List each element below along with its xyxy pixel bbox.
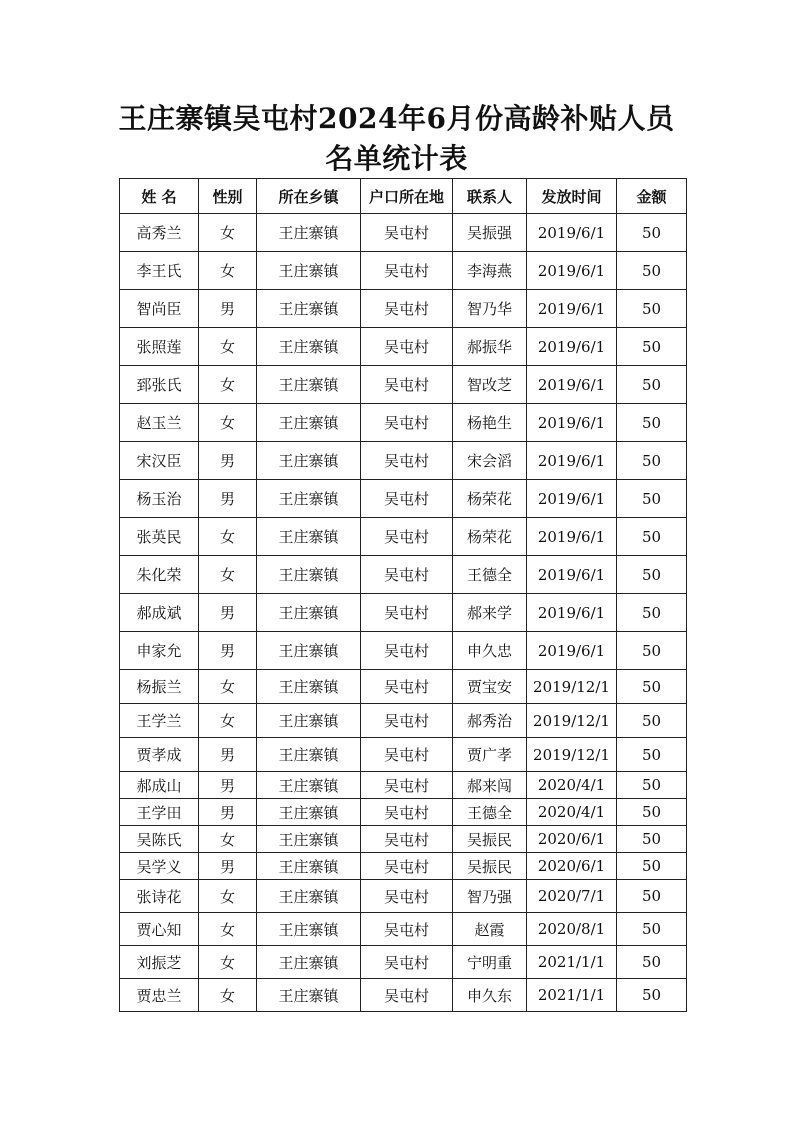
cell-household: 吴屯村 xyxy=(361,556,453,594)
cell-amount: 50 xyxy=(617,556,687,594)
cell-name: 贾心知 xyxy=(120,913,199,946)
cell-name: 吴陈氏 xyxy=(120,826,199,853)
cell-household: 吴屯村 xyxy=(361,826,453,853)
cell-name: 朱化荣 xyxy=(120,556,199,594)
cell-amount: 50 xyxy=(617,670,687,704)
cell-amount: 50 xyxy=(617,328,687,366)
cell-date: 2019/12/1 xyxy=(527,670,617,704)
cell-date: 2019/6/1 xyxy=(527,366,617,404)
cell-amount: 50 xyxy=(617,913,687,946)
cell-contact: 杨艳生 xyxy=(453,404,527,442)
table-row xyxy=(120,366,687,404)
cell-amount: 50 xyxy=(617,979,687,1012)
table-row xyxy=(120,979,687,1012)
cell-contact: 郝来闯 xyxy=(453,772,527,799)
table-row xyxy=(120,556,687,594)
subsidy-roster-table xyxy=(119,178,687,1012)
cell-household: 吴屯村 xyxy=(361,799,453,826)
cell-gender: 男 xyxy=(199,594,257,632)
cell-township: 王庄寨镇 xyxy=(257,826,361,853)
cell-township: 王庄寨镇 xyxy=(257,366,361,404)
cell-date: 2019/6/1 xyxy=(527,556,617,594)
cell-household: 吴屯村 xyxy=(361,979,453,1012)
table-row xyxy=(120,913,687,946)
cell-contact: 智改芝 xyxy=(453,366,527,404)
cell-household: 吴屯村 xyxy=(361,328,453,366)
cell-township: 王庄寨镇 xyxy=(257,979,361,1012)
cell-gender: 男 xyxy=(199,799,257,826)
cell-gender: 女 xyxy=(199,328,257,366)
cell-amount: 50 xyxy=(617,404,687,442)
cell-gender: 男 xyxy=(199,738,257,772)
cell-contact: 申久东 xyxy=(453,979,527,1012)
cell-gender: 女 xyxy=(199,880,257,913)
cell-name: 吴学义 xyxy=(120,853,199,880)
cell-gender: 女 xyxy=(199,979,257,1012)
cell-date: 2020/4/1 xyxy=(527,772,617,799)
table-row xyxy=(120,853,687,880)
cell-gender: 男 xyxy=(199,290,257,328)
cell-name: 高秀兰 xyxy=(120,214,199,252)
cell-gender: 男 xyxy=(199,442,257,480)
cell-date: 2019/6/1 xyxy=(527,214,617,252)
cell-household: 吴屯村 xyxy=(361,772,453,799)
cell-name: 贾孝成 xyxy=(120,738,199,772)
cell-name: 李王氏 xyxy=(120,252,199,290)
cell-date: 2019/6/1 xyxy=(527,252,617,290)
cell-contact: 王德全 xyxy=(453,556,527,594)
cell-amount: 50 xyxy=(617,366,687,404)
cell-township: 王庄寨镇 xyxy=(257,290,361,328)
cell-name: 郝成斌 xyxy=(120,594,199,632)
cell-amount: 50 xyxy=(617,880,687,913)
cell-name: 杨振兰 xyxy=(120,670,199,704)
cell-township: 王庄寨镇 xyxy=(257,252,361,290)
cell-gender: 女 xyxy=(199,252,257,290)
cell-contact: 李海燕 xyxy=(453,252,527,290)
cell-gender: 男 xyxy=(199,632,257,670)
header-gender: 性别 xyxy=(199,179,257,214)
cell-township: 王庄寨镇 xyxy=(257,404,361,442)
cell-township: 王庄寨镇 xyxy=(257,670,361,704)
cell-date: 2020/6/1 xyxy=(527,853,617,880)
header-township: 所在乡镇 xyxy=(257,179,361,214)
cell-gender: 女 xyxy=(199,704,257,738)
cell-township: 王庄寨镇 xyxy=(257,799,361,826)
cell-amount: 50 xyxy=(617,632,687,670)
cell-contact: 宋会滔 xyxy=(453,442,527,480)
cell-date: 2020/8/1 xyxy=(527,913,617,946)
cell-township: 王庄寨镇 xyxy=(257,738,361,772)
cell-date: 2020/4/1 xyxy=(527,799,617,826)
table-row xyxy=(120,518,687,556)
cell-date: 2019/12/1 xyxy=(527,704,617,738)
cell-date: 2019/12/1 xyxy=(527,738,617,772)
cell-amount: 50 xyxy=(617,704,687,738)
table-row xyxy=(120,252,687,290)
cell-household: 吴屯村 xyxy=(361,214,453,252)
cell-name: 智尚臣 xyxy=(120,290,199,328)
cell-township: 王庄寨镇 xyxy=(257,880,361,913)
cell-township: 王庄寨镇 xyxy=(257,853,361,880)
table-header-row xyxy=(120,179,687,214)
cell-name: 张照莲 xyxy=(120,328,199,366)
cell-amount: 50 xyxy=(617,252,687,290)
table-row xyxy=(120,880,687,913)
cell-contact: 智乃强 xyxy=(453,880,527,913)
header-name: 姓 名 xyxy=(120,179,199,214)
cell-household: 吴屯村 xyxy=(361,738,453,772)
cell-gender: 女 xyxy=(199,556,257,594)
cell-contact: 申久忠 xyxy=(453,632,527,670)
cell-township: 王庄寨镇 xyxy=(257,632,361,670)
cell-name: 赵玉兰 xyxy=(120,404,199,442)
cell-date: 2020/6/1 xyxy=(527,826,617,853)
cell-contact: 郝秀治 xyxy=(453,704,527,738)
header-date: 发放时间 xyxy=(527,179,617,214)
cell-household: 吴屯村 xyxy=(361,366,453,404)
cell-contact: 贾宝安 xyxy=(453,670,527,704)
cell-gender: 女 xyxy=(199,518,257,556)
cell-name: 杨玉治 xyxy=(120,480,199,518)
table-row xyxy=(120,442,687,480)
cell-amount: 50 xyxy=(617,799,687,826)
cell-gender: 男 xyxy=(199,772,257,799)
cell-gender: 女 xyxy=(199,366,257,404)
cell-amount: 50 xyxy=(617,594,687,632)
cell-household: 吴屯村 xyxy=(361,594,453,632)
cell-household: 吴屯村 xyxy=(361,946,453,979)
cell-household: 吴屯村 xyxy=(361,252,453,290)
cell-amount: 50 xyxy=(617,738,687,772)
header-amount: 金额 xyxy=(617,179,687,214)
table-row xyxy=(120,738,687,772)
document-subtitle: 名单统计表 xyxy=(325,142,468,175)
cell-amount: 50 xyxy=(617,290,687,328)
table-row xyxy=(120,328,687,366)
cell-gender: 女 xyxy=(199,404,257,442)
table-row xyxy=(120,670,687,704)
cell-household: 吴屯村 xyxy=(361,480,453,518)
cell-township: 王庄寨镇 xyxy=(257,772,361,799)
table-row xyxy=(120,826,687,853)
cell-name: 郝成山 xyxy=(120,772,199,799)
cell-amount: 50 xyxy=(617,442,687,480)
document-title: 王庄寨镇吴屯村2024年6月份高龄补贴人员 xyxy=(118,102,675,135)
cell-township: 王庄寨镇 xyxy=(257,328,361,366)
cell-household: 吴屯村 xyxy=(361,913,453,946)
cell-gender: 女 xyxy=(199,946,257,979)
cell-date: 2019/6/1 xyxy=(527,328,617,366)
cell-date: 2019/6/1 xyxy=(527,480,617,518)
cell-gender: 男 xyxy=(199,480,257,518)
cell-township: 王庄寨镇 xyxy=(257,214,361,252)
cell-township: 王庄寨镇 xyxy=(257,946,361,979)
cell-township: 王庄寨镇 xyxy=(257,480,361,518)
cell-household: 吴屯村 xyxy=(361,670,453,704)
cell-household: 吴屯村 xyxy=(361,290,453,328)
cell-township: 王庄寨镇 xyxy=(257,913,361,946)
cell-township: 王庄寨镇 xyxy=(257,556,361,594)
table-row xyxy=(120,632,687,670)
cell-date: 2019/6/1 xyxy=(527,594,617,632)
table-row xyxy=(120,214,687,252)
cell-household: 吴屯村 xyxy=(361,518,453,556)
cell-contact: 吴振强 xyxy=(453,214,527,252)
cell-gender: 女 xyxy=(199,670,257,704)
cell-name: 张英民 xyxy=(120,518,199,556)
cell-contact: 吴振民 xyxy=(453,826,527,853)
table-row xyxy=(120,290,687,328)
cell-contact: 郝振华 xyxy=(453,328,527,366)
cell-contact: 智乃华 xyxy=(453,290,527,328)
cell-gender: 女 xyxy=(199,214,257,252)
cell-township: 王庄寨镇 xyxy=(257,594,361,632)
cell-amount: 50 xyxy=(617,946,687,979)
table-body xyxy=(120,214,687,1012)
cell-contact: 郝来学 xyxy=(453,594,527,632)
cell-household: 吴屯村 xyxy=(361,632,453,670)
cell-date: 2019/6/1 xyxy=(527,442,617,480)
cell-name: 宋汉臣 xyxy=(120,442,199,480)
cell-township: 王庄寨镇 xyxy=(257,518,361,556)
cell-name: 张诗花 xyxy=(120,880,199,913)
cell-amount: 50 xyxy=(617,826,687,853)
cell-name: 郅张氏 xyxy=(120,366,199,404)
cell-contact: 杨荣花 xyxy=(453,518,527,556)
cell-name: 刘振芝 xyxy=(120,946,199,979)
cell-contact: 贾广孝 xyxy=(453,738,527,772)
table-row xyxy=(120,704,687,738)
cell-date: 2019/6/1 xyxy=(527,290,617,328)
table-row xyxy=(120,480,687,518)
cell-date: 2019/6/1 xyxy=(527,404,617,442)
table-row xyxy=(120,404,687,442)
cell-household: 吴屯村 xyxy=(361,704,453,738)
table-row xyxy=(120,594,687,632)
cell-contact: 王德全 xyxy=(453,799,527,826)
table-row xyxy=(120,799,687,826)
cell-amount: 50 xyxy=(617,853,687,880)
cell-name: 申家允 xyxy=(120,632,199,670)
cell-contact: 宁明重 xyxy=(453,946,527,979)
cell-name: 王学田 xyxy=(120,799,199,826)
cell-amount: 50 xyxy=(617,772,687,799)
cell-contact: 赵霞 xyxy=(453,913,527,946)
header-contact: 联系人 xyxy=(453,179,527,214)
table-row xyxy=(120,772,687,799)
cell-gender: 男 xyxy=(199,853,257,880)
cell-date: 2019/6/1 xyxy=(527,632,617,670)
header-household: 户口所在地 xyxy=(361,179,453,214)
cell-name: 王学兰 xyxy=(120,704,199,738)
cell-township: 王庄寨镇 xyxy=(257,704,361,738)
table-row xyxy=(120,946,687,979)
cell-name: 贾忠兰 xyxy=(120,979,199,1012)
cell-contact: 吴振民 xyxy=(453,853,527,880)
cell-amount: 50 xyxy=(617,518,687,556)
cell-household: 吴屯村 xyxy=(361,442,453,480)
cell-date: 2021/1/1 xyxy=(527,946,617,979)
cell-contact: 杨荣花 xyxy=(453,480,527,518)
cell-date: 2019/6/1 xyxy=(527,518,617,556)
cell-gender: 女 xyxy=(199,913,257,946)
cell-amount: 50 xyxy=(617,480,687,518)
cell-household: 吴屯村 xyxy=(361,880,453,913)
cell-date: 2021/1/1 xyxy=(527,979,617,1012)
cell-household: 吴屯村 xyxy=(361,853,453,880)
cell-amount: 50 xyxy=(617,214,687,252)
cell-date: 2020/7/1 xyxy=(527,880,617,913)
cell-gender: 女 xyxy=(199,826,257,853)
cell-township: 王庄寨镇 xyxy=(257,442,361,480)
cell-household: 吴屯村 xyxy=(361,404,453,442)
